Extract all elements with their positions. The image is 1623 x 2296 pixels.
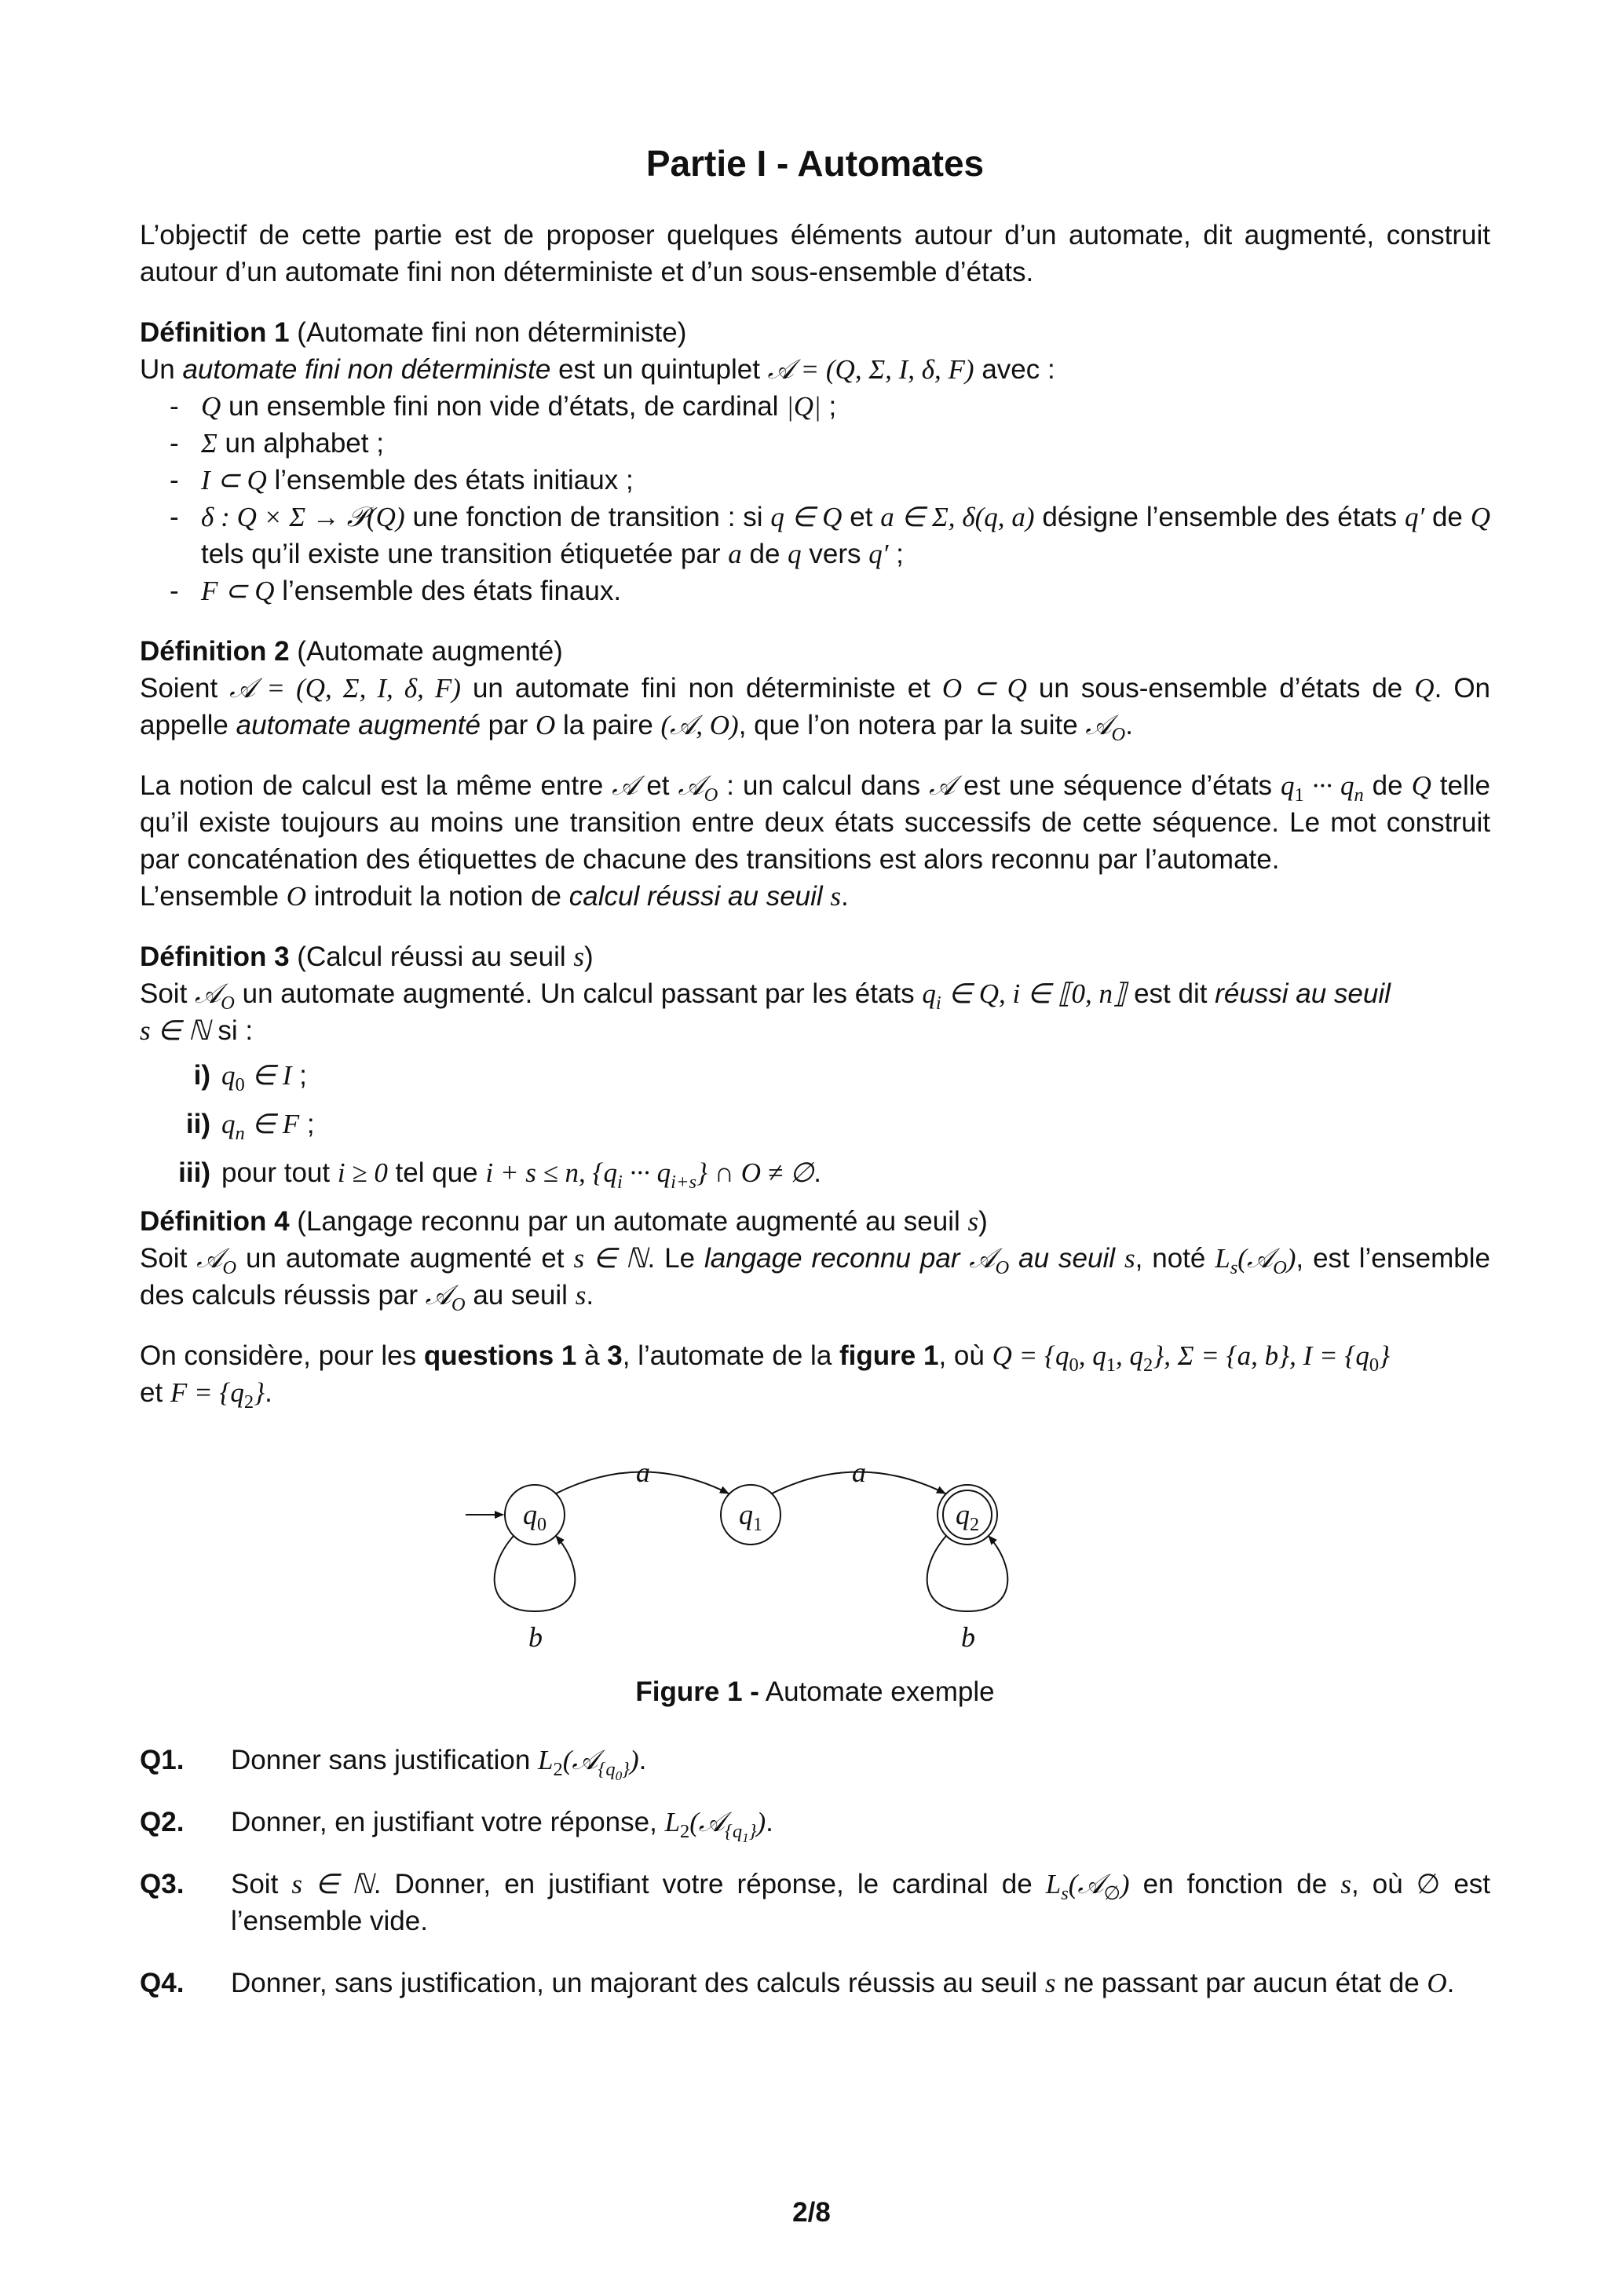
transition-label: a (636, 1458, 650, 1488)
math-subscript: 1 (1106, 1355, 1116, 1376)
math: L (1215, 1243, 1230, 1274)
text: et (638, 770, 678, 801)
math: 𝒜 (1085, 710, 1112, 740)
math: L (538, 1745, 554, 1775)
text: On considère, pour les (140, 1340, 424, 1371)
math: q′ (868, 539, 889, 569)
math: (𝒜 (1237, 1243, 1274, 1274)
math-subscript: 0 (1369, 1355, 1380, 1376)
text: . Le (647, 1243, 704, 1274)
definition-label: Définition 1 (140, 317, 290, 348)
text: Soit (140, 1243, 197, 1274)
definition-name: (Langage reconnu par un automate augmenté au seuil (297, 1206, 968, 1237)
math: s (1044, 1968, 1056, 1998)
text: , est l’ensemble des calculs réussis par (140, 1243, 1490, 1311)
math: O ⊂ Q (941, 673, 1027, 704)
text: l’ensemble des états initiaux ; (266, 465, 634, 495)
loop-q2 (927, 1536, 1008, 1611)
caption-label: Figure 1 - (635, 1676, 759, 1707)
math: 𝒜 (929, 770, 956, 801)
math-subscript: 2 (553, 1759, 563, 1780)
text: La notion de calcul est la même entre (140, 770, 612, 801)
figure-caption (140, 1673, 1490, 1710)
math: ∈ I (244, 1060, 292, 1091)
text: un ensemble fini non vide d’états, de cardinal (221, 391, 787, 422)
math: ··· q (622, 1157, 671, 1188)
list-item (187, 388, 1490, 425)
text: par (480, 710, 536, 740)
math-subscript: i (617, 1172, 623, 1193)
question-number: Q3. (140, 1869, 185, 1899)
caption-text: Automate exemple (758, 1676, 995, 1707)
math: 𝒜 = (Q, Σ, I, δ, F) (229, 673, 461, 704)
math: s (967, 1206, 979, 1237)
text: Soient (140, 673, 230, 704)
text: à (576, 1340, 608, 1371)
text: est dit (1126, 978, 1215, 1009)
math: (𝒜 (1068, 1869, 1104, 1899)
math-subscript: 1 (1294, 784, 1304, 806)
text: une fonction de transition : si (404, 502, 771, 532)
section-title: Partie I - Automates (645, 143, 985, 184)
text: , l’automate de la (622, 1340, 840, 1371)
math: ∅ (1416, 1869, 1441, 1899)
text: ne passant par aucun état de (1055, 1968, 1427, 1998)
text: L’ensemble (140, 881, 287, 912)
math: } ∩ O ≠ ∅ (696, 1157, 814, 1188)
text: avec : (974, 354, 1055, 385)
text: . (265, 1377, 272, 1408)
definition-3 (140, 938, 1490, 1191)
condition-list (140, 1057, 1490, 1191)
math: Q = {q (992, 1340, 1069, 1371)
math-subscript: O (451, 1294, 466, 1315)
text: un automate fini non déterministe et (460, 673, 942, 704)
math: ··· q (1303, 770, 1354, 801)
math: (𝒜, O) (660, 710, 739, 740)
math-subscript: 0 (235, 1074, 245, 1095)
math-subscript: n (1354, 784, 1364, 806)
text: . Donner, en justifiant votre réponse, le cardinal de (373, 1869, 1046, 1899)
math: ) (629, 1745, 639, 1775)
automaton-diagram (140, 1458, 1490, 1654)
definition-label: Définition 4 (140, 1206, 290, 1237)
math: q (922, 978, 936, 1009)
math: (𝒜 (689, 1807, 726, 1837)
text: Un (140, 354, 183, 385)
math: ) (1286, 1243, 1296, 1274)
text: au seuil (465, 1280, 576, 1311)
definition-1 (140, 314, 1490, 609)
text: Donner, sans justification, un majorant des calculs réussis au seuil (231, 1968, 1045, 1998)
math: ∈ Q, i ∈ ⟦0, n⟧ (941, 978, 1127, 1009)
text: Donner, en justifiant votre réponse, (231, 1807, 665, 1837)
math: O (1427, 1968, 1447, 1998)
question-2 (140, 1804, 1490, 1845)
math: Q (201, 391, 221, 422)
math: O (286, 881, 307, 912)
math-subscript: s (1061, 1883, 1069, 1904)
text: ) (584, 941, 594, 972)
text: ) (978, 1206, 988, 1237)
question-number: Q4. (140, 1968, 185, 1998)
math: 𝒜 (969, 1243, 996, 1274)
term: langage reconnu par (704, 1243, 970, 1274)
math-subscript: 0 (1069, 1355, 1079, 1376)
text: désigne l’ensemble des états (1034, 502, 1405, 532)
math-subscript: 2 (243, 1391, 254, 1413)
list-item (187, 572, 1490, 609)
text: et (140, 1377, 170, 1408)
math: ) (1120, 1869, 1130, 1899)
list-item (187, 425, 1490, 462)
math: O (535, 710, 556, 740)
text: de (741, 539, 788, 569)
text: et (842, 502, 881, 532)
text: , où (938, 1340, 992, 1371)
page-number: 2/8 (792, 2197, 831, 2228)
term: réussi au seuil (1215, 978, 1391, 1009)
text: ; (291, 1060, 307, 1091)
text: . (766, 1807, 773, 1837)
definition-list (140, 388, 1490, 609)
text: en fonction de (1129, 1869, 1341, 1899)
text: un automate augmenté et (236, 1243, 574, 1274)
state-label-q1: $q_1$ (739, 1499, 762, 1535)
text: . (1446, 1968, 1455, 1998)
math: 𝒜 (612, 770, 638, 801)
text: . On appelle (140, 673, 1491, 740)
list-item (187, 462, 1490, 499)
consider-paragraph (140, 1337, 1490, 1411)
bold-text: figure 1 (839, 1340, 939, 1371)
math: i + s ≤ n, {q (485, 1157, 618, 1188)
question-number: Q1. (140, 1745, 185, 1775)
math-subscript: {q0} (598, 1759, 630, 1783)
text: l’ensemble des états finaux. (274, 576, 622, 606)
text: telle qu’il existe toujours au moins une transition entre deux états successifs de cette séquence. Le mot construit par concaténation des étiquettes de chacune des transitions est alors reconnu par l’automate. (140, 770, 1491, 875)
item-number: i) (193, 1060, 210, 1091)
math: q (788, 539, 802, 569)
question-4 (140, 1965, 1490, 2002)
text: un alphabet ; (217, 428, 384, 459)
definition-label: Définition 3 (140, 941, 290, 972)
math-subscript: i+s (671, 1172, 696, 1193)
math: L (1045, 1869, 1062, 1899)
transition-label: b (961, 1621, 975, 1653)
text: . (813, 1157, 821, 1188)
text: Donner sans justification (231, 1745, 539, 1775)
math: δ : Q × Σ → 𝒫(Q) (201, 502, 405, 532)
definition-label: Définition 2 (140, 636, 290, 667)
list-item (140, 1154, 1490, 1191)
math: s (1124, 1243, 1135, 1274)
text: Soit (140, 978, 196, 1009)
term: automate fini non déterministe (182, 354, 551, 385)
math: a ∈ Σ, δ(q, a) (880, 502, 1035, 532)
list-item (140, 1106, 1490, 1143)
text: . (841, 881, 849, 912)
term: automate augmenté (236, 710, 481, 740)
math-subscript: 2 (1142, 1355, 1153, 1376)
text: , noté (1135, 1243, 1215, 1274)
questions (140, 1742, 1490, 2002)
math: q (1281, 770, 1295, 801)
math: a (728, 539, 742, 569)
text: tels qu’il existe une transition étiquetée par (201, 539, 729, 569)
text: tel que (387, 1157, 486, 1188)
math: q (221, 1109, 236, 1139)
math: F = {q (170, 1377, 244, 1408)
text: est l’ensemble vide. (231, 1869, 1491, 1936)
text: : un calcul dans (718, 770, 930, 801)
math: } (1379, 1340, 1391, 1371)
math-subscript: 2 (680, 1821, 690, 1842)
math-subscript: i (935, 993, 941, 1014)
item-number: ii) (185, 1109, 210, 1139)
text: introduit la notion de (306, 881, 569, 912)
state-label-q0: $q_0$ (523, 1499, 546, 1535)
text: . (638, 1745, 647, 1775)
term: calcul réussi au seuil (568, 881, 831, 912)
math: , q (1078, 1340, 1106, 1371)
automaton-figure (140, 1458, 1490, 1654)
text: ; (888, 539, 904, 569)
state-label-q2: $q_2$ (956, 1499, 979, 1535)
math-subscript: O (221, 993, 235, 1014)
transition-label: a (852, 1458, 866, 1488)
math: F ⊂ Q (201, 576, 275, 606)
question-3 (140, 1866, 1490, 1940)
math: ∈ F (244, 1109, 300, 1139)
intro-paragraph: L’objectif de cette partie est de proposer quelques éléments autour d’un automate, dit augmenté, construit autour d’un automate fini non déterministe et d’un sous-ensemble d’états. (140, 220, 1490, 287)
text: ; (821, 391, 837, 422)
math: 𝒜 (196, 1243, 223, 1274)
math: Q (1414, 673, 1435, 704)
math: s (575, 1280, 587, 1311)
math: s (830, 881, 842, 912)
math: } (254, 1377, 265, 1408)
text: pour tout (221, 1157, 338, 1188)
text: la paire (555, 710, 661, 740)
math: L (664, 1807, 681, 1837)
math: Σ (201, 428, 217, 459)
math: Q (1411, 770, 1431, 801)
math: Q (1470, 502, 1491, 532)
list-item (187, 499, 1490, 572)
definition-4 (140, 1203, 1490, 1314)
question-number: Q2. (140, 1807, 185, 1837)
math: q′ (1404, 502, 1425, 532)
text: . (586, 1280, 594, 1311)
text: un automate augmenté. Un calcul passant par les états (234, 978, 923, 1009)
text: , où (1351, 1869, 1416, 1899)
text: Soit (231, 1869, 292, 1899)
math: 𝒜 (678, 770, 704, 801)
text: si : (210, 1015, 254, 1046)
definition-name: (Automate fini non déterministe) (297, 317, 687, 348)
math: i ≥ 0 (337, 1157, 388, 1188)
text: , que l’on notera par la suite (738, 710, 1086, 740)
math: s ∈ ℕ (291, 1869, 374, 1899)
definition-name: (Calcul réussi au seuil (297, 941, 574, 972)
text: de (1424, 502, 1471, 532)
definition-2 (140, 633, 1490, 744)
calc-paragraph (140, 767, 1490, 915)
math: 𝒜 (195, 978, 221, 1009)
math-subscript: s (1230, 1257, 1238, 1278)
math: |Q| (786, 391, 821, 422)
text: vers (801, 539, 869, 569)
math: 𝒜 (425, 1280, 451, 1311)
math-subscript: O (1111, 724, 1126, 745)
text: ; (299, 1109, 315, 1139)
math: 𝒜 = (Q, Σ, I, δ, F) (767, 354, 974, 385)
loop-q0 (495, 1536, 576, 1611)
list-item (140, 1057, 1490, 1094)
text: un sous-ensemble d’états de (1026, 673, 1415, 704)
text: est un quintuplet (550, 354, 768, 385)
text: . (1125, 710, 1133, 740)
bold-text: 3 (607, 1340, 623, 1371)
math: (𝒜 (562, 1745, 598, 1775)
math: q (221, 1060, 236, 1091)
math: s ∈ ℕ (573, 1243, 648, 1274)
math: }, Σ = {a, b}, I = {q (1153, 1340, 1369, 1371)
text: de (1363, 770, 1412, 801)
page-content (140, 118, 1490, 2002)
question-1 (140, 1742, 1490, 1783)
item-number: iii) (178, 1157, 210, 1188)
math-subscript: {q1} (725, 1821, 757, 1845)
math: s (573, 941, 585, 972)
math-subscript: ∅ (1103, 1883, 1120, 1904)
transition-label: b (528, 1621, 543, 1653)
math-subscript: O (1273, 1257, 1287, 1278)
math: I ⊂ Q (201, 465, 267, 495)
math-subscript: O (995, 1257, 1010, 1278)
math-subscript: n (235, 1123, 245, 1144)
math: q ∈ Q (770, 502, 843, 532)
math-subscript: O (704, 784, 718, 806)
math: ) (756, 1807, 766, 1837)
text: est une séquence d’états (955, 770, 1281, 801)
bold-text: questions 1 (423, 1340, 577, 1371)
math: , q (1115, 1340, 1143, 1371)
definition-name: (Automate augmenté) (297, 636, 563, 667)
math: s (1340, 1869, 1351, 1899)
term: au seuil (1009, 1243, 1124, 1274)
math: s ∈ ℕ (140, 1015, 210, 1046)
math-subscript: O (222, 1257, 237, 1278)
